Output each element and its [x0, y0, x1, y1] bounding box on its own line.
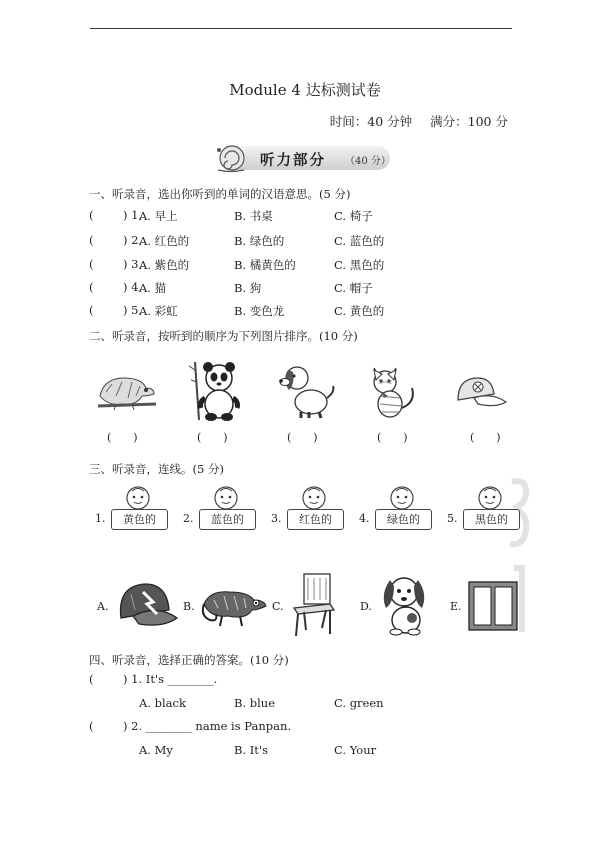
picture-letter: D.: [360, 600, 372, 613]
part3-heading: 三、听录音，连线。(5 分): [89, 462, 224, 476]
chair-picture: [290, 572, 336, 638]
picture-letter: C.: [272, 600, 284, 613]
paren-close: ): [403, 431, 408, 444]
option-c: C. 椅子: [334, 209, 373, 223]
snail-icon: [210, 140, 250, 174]
option-c: C. Your: [334, 743, 377, 757]
cap-picture: [113, 578, 179, 630]
question-row: [89, 257, 509, 273]
option-b: B. 变色龙: [234, 304, 285, 318]
exam-meta: [316, 112, 508, 130]
option-c: C. 帽子: [334, 281, 373, 295]
answer-blank[interactable]: [89, 303, 116, 317]
option-a: A. 彩虹: [139, 304, 178, 318]
option-b: B. 绿色的: [234, 234, 285, 248]
answer-blank[interactable]: [89, 233, 116, 247]
window-picture: [467, 580, 519, 632]
order-answer-blank[interactable]: [287, 431, 318, 444]
cat-picture: [366, 362, 422, 420]
paren-open: (: [89, 672, 94, 686]
option-c: C. 黄色的: [334, 304, 385, 318]
option-c: C. 蓝色的: [334, 234, 385, 248]
option-b: B. 书桌: [234, 209, 273, 223]
question-row: [89, 672, 509, 688]
chameleon-picture: [200, 580, 270, 628]
paren-close: ): [223, 431, 228, 444]
color-word-box[interactable]: 黑色的: [463, 509, 520, 530]
dog-picture: [279, 362, 337, 420]
time-limit: 时间：40 分钟: [329, 114, 413, 129]
full-score: 满分：100 分: [430, 114, 508, 129]
question-stem: ) 1. It's ________.: [123, 672, 218, 686]
paren-open: (: [89, 233, 94, 247]
paren-close: ): [496, 431, 501, 444]
question-row: [89, 303, 509, 319]
picture-letter: A.: [97, 600, 109, 613]
answer-blank[interactable]: [89, 672, 116, 686]
banner-label: 听力部分: [260, 153, 326, 169]
option-b: B. It's: [234, 743, 268, 757]
listening-banner: [210, 140, 390, 172]
question-row: [89, 280, 509, 296]
paren-open: (: [470, 431, 475, 444]
option-c: C. green: [334, 696, 384, 710]
paren-close: ): [133, 431, 138, 444]
word-number: 5.: [447, 512, 458, 525]
order-answer-blank[interactable]: [470, 431, 501, 444]
picture-letter: B.: [183, 600, 195, 613]
option-b: B. 橘黄色的: [234, 258, 296, 272]
question-stem: ) 2. ________ name is Panpan.: [123, 719, 292, 733]
paren-open: (: [197, 431, 202, 444]
paren-open: (: [89, 257, 94, 271]
word-number: 3.: [271, 512, 282, 525]
option-b: B. blue: [234, 696, 276, 710]
option-a: A. black: [139, 696, 186, 710]
order-answer-blank[interactable]: [377, 431, 408, 444]
order-answer-blank[interactable]: [107, 431, 138, 444]
question-row: [89, 233, 509, 249]
word-number: 1.: [95, 512, 106, 525]
answer-blank[interactable]: [89, 280, 116, 294]
paren-open: (: [89, 303, 94, 317]
options-row: [89, 696, 509, 712]
paren-open: (: [89, 280, 94, 294]
option-a: A. My: [139, 743, 173, 757]
paren-open: (: [89, 719, 94, 733]
answer-blank[interactable]: [89, 257, 116, 271]
color-word-box[interactable]: 绿色的: [375, 509, 432, 530]
header-rule: [90, 28, 512, 29]
question-row: [89, 208, 509, 224]
chameleon-picture: [96, 366, 158, 414]
option-a: A. 猫: [139, 281, 167, 295]
answer-blank[interactable]: [89, 208, 116, 222]
color-word-box[interactable]: 蓝色的: [199, 509, 256, 530]
paren-close: ): [313, 431, 318, 444]
word-number: 2.: [183, 512, 194, 525]
question-number: ) 4.: [123, 280, 143, 294]
banner-points: （40 分）: [345, 156, 391, 167]
order-answer-blank[interactable]: [197, 431, 228, 444]
option-a: A. 早上: [139, 209, 178, 223]
question-number: ) 5.: [123, 303, 143, 317]
answer-blank[interactable]: [89, 719, 116, 733]
paren-open: (: [89, 208, 94, 222]
question-row: [89, 719, 509, 735]
option-a: A. 红色的: [139, 234, 190, 248]
part4-heading: 四、听录音，选择正确的答案。(10 分): [89, 653, 289, 667]
option-a: A. 紫色的: [139, 258, 190, 272]
panda-picture: [189, 360, 241, 422]
color-word-box[interactable]: 红色的: [287, 509, 344, 530]
question-number: ) 1.: [123, 208, 143, 222]
cap-picture: [452, 372, 508, 412]
color-word-box[interactable]: 黄色的: [111, 509, 168, 530]
page-title: Module 4 达标测试卷: [229, 81, 381, 99]
paren-open: (: [287, 431, 292, 444]
dog-picture: [378, 574, 434, 636]
option-c: C. 黑色的: [334, 258, 385, 272]
word-number: 4.: [359, 512, 370, 525]
part2-heading: 二、听录音，按听到的顺序为下列图片排序。(10 分): [89, 329, 358, 343]
question-number: ) 3.: [123, 257, 143, 271]
part1-heading: 一、听录音，选出你听到的单词的汉语意思。(5 分): [89, 187, 351, 201]
options-row: [89, 743, 509, 759]
picture-letter: E.: [450, 600, 462, 613]
option-b: B. 狗: [234, 281, 262, 295]
paren-open: (: [107, 431, 112, 444]
paren-open: (: [377, 431, 382, 444]
question-number: ) 2.: [123, 233, 143, 247]
